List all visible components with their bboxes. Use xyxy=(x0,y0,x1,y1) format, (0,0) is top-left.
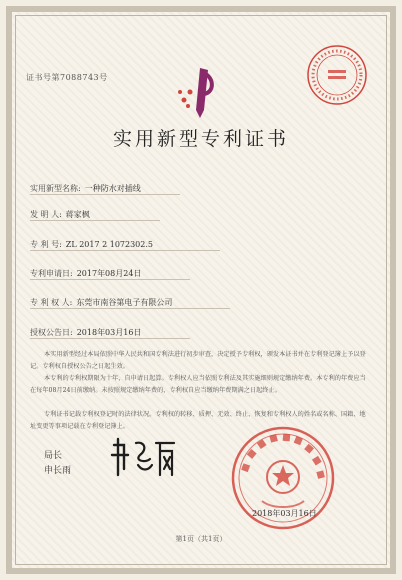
field-inventor: 发 明 人: 蒋家枫 xyxy=(30,209,90,220)
page-title: 实用新型专利证书 xyxy=(112,128,289,150)
signer-title: 局长 xyxy=(44,451,63,461)
agency-stamp-icon xyxy=(306,44,368,106)
field-patent-number: 专 利 号: ZL 2017 2 1072302.5 xyxy=(30,239,153,250)
certificate-number: 证书号第7088743号 xyxy=(26,73,108,82)
field-patentee: 专 利 权 人: 东莞市南谷第电子有限公司 xyxy=(30,297,172,308)
paragraph-record: 专利证书记载专利权登记时的法律状况。专利权的转移、质押、无效、终止、恢复和专利权人的姓名或名称、国籍、地址变更等事项记载在专利登记簿上。 xyxy=(30,411,366,430)
paragraph-term: 本专利的专利权期限为十年，自申请日起算。专利权人应当依照专利法及其实施细则规定缴纳年费。本专利的年费应当在每年08月24日前缴纳。未按照规定缴纳年费的，专利权自应当缴纳年费期满之日起终止。 xyxy=(30,375,366,394)
paragraph-grant: 本实用新型经过本局依照中华人民共和国专利法进行初步审查，决定授予专利权，颁发本证书并在专利登记簿上予以登记。专利权自授权公告之日起生效。 xyxy=(30,351,366,370)
seal-date: 2018年03月16日 xyxy=(252,509,317,518)
field-utility-name: 实用新型名称: 一种防水对插线 xyxy=(30,183,141,194)
page-footer: 第1页（共1页） xyxy=(175,535,227,543)
patent-office-logo-icon xyxy=(170,62,230,122)
signer-name: 申长雨 xyxy=(44,466,72,476)
field-application-date: 专利申请日: 2017年08月24日 xyxy=(30,268,141,279)
handwritten-signature xyxy=(108,435,178,479)
field-grant-date: 授权公告日: 2018年03月16日 xyxy=(30,327,141,338)
